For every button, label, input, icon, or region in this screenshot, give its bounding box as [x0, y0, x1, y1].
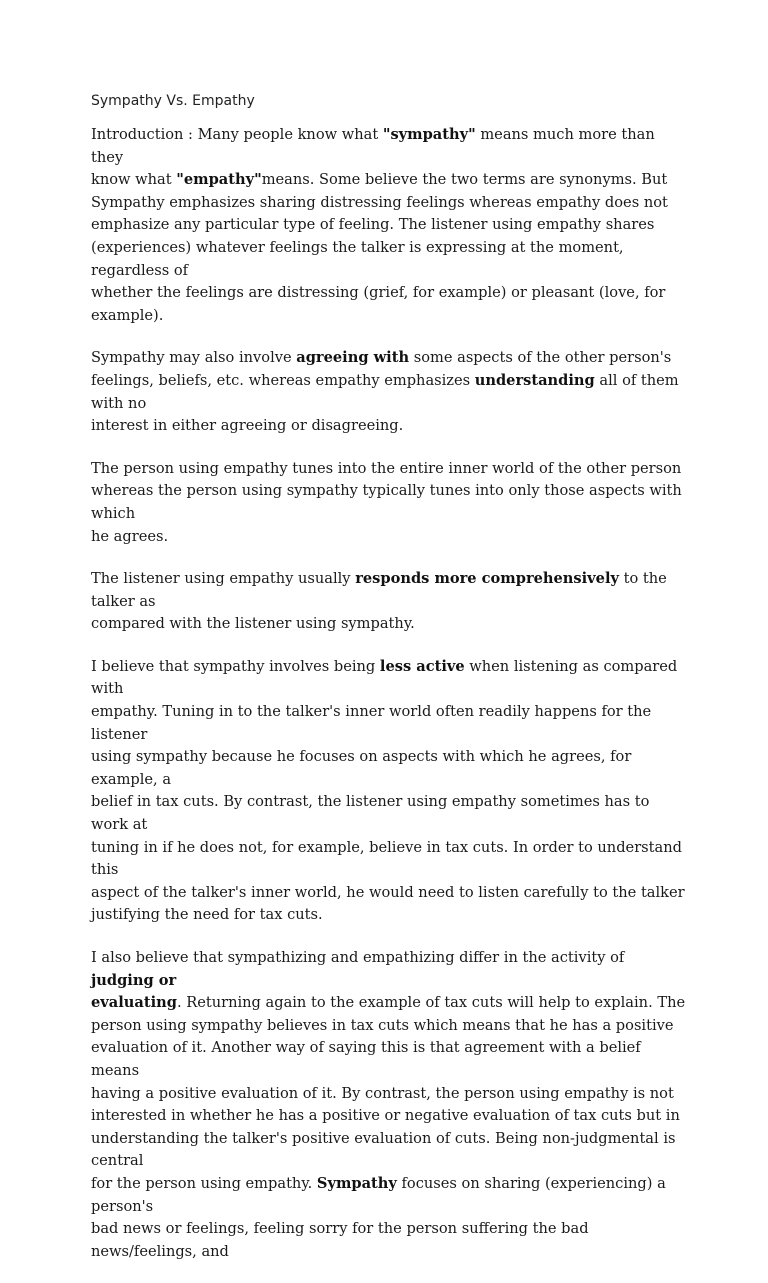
bold-emphasis: agreeing with [296, 349, 410, 367]
text-run: whether the feelings are distressing (grief, for example) or pleasant (love, for [91, 284, 666, 302]
paragraph-line [91, 415, 691, 438]
text-run: know what [91, 171, 177, 189]
text-run: tuning in if he does not, for example, believe in tax cuts. In order to understand this [91, 838, 682, 879]
text-run: compared with the listener using sympathy. [91, 615, 415, 633]
text-run: focuses on sharing (experiencing) a person's [91, 1174, 666, 1215]
paragraph-line [91, 370, 691, 415]
paragraph-line [91, 837, 691, 882]
text-run: when listening as compared with [91, 657, 678, 698]
paragraph-line [91, 882, 691, 905]
paragraph-line [91, 169, 691, 192]
text-run: using sympathy because he focuses on aspects with which he agrees, for example, a [91, 748, 632, 788]
bold-emphasis: judging or [91, 971, 177, 989]
paragraph-line [91, 480, 691, 525]
text-run: justifying the need for tax cuts. [91, 906, 323, 924]
paragraph-line [91, 526, 691, 549]
document-page [91, 88, 691, 1283]
text-run: Sympathy emphasizes sharing distressing feelings whereas empathy does not [91, 193, 668, 211]
paragraph-line [91, 347, 691, 370]
paragraph-line [91, 1037, 691, 1082]
text-run: some aspects of the other person's [409, 349, 672, 367]
text-run: all of them with no [91, 371, 679, 412]
paragraph-line [91, 1128, 691, 1173]
text-run: he agrees. [91, 527, 169, 545]
bold-emphasis: understanding [474, 371, 595, 389]
paragraph-line [91, 904, 691, 927]
text-run: having a positive evaluation of it. By contrast, the person using empathy is not [91, 1084, 674, 1102]
bold-emphasis: Sympathy [316, 1174, 397, 1192]
text-run: I believe that sympathy involves being [91, 657, 380, 675]
text-run: person using sympathy believes in tax cuts which means that he has a positive [91, 1016, 674, 1034]
text-run: understanding the talker's positive evaluation of cuts. Being non-judgmental is central [91, 1129, 676, 1170]
paragraph-line [91, 568, 691, 613]
paragraph-line [91, 1083, 691, 1106]
paragraph-6 [91, 947, 691, 1263]
paragraph-line [91, 237, 691, 282]
text-run: interest in either agreeing or disagreeing. [91, 417, 404, 435]
text-run: means. Some believe the two terms are synonyms. But [261, 171, 668, 189]
text-run: evaluation of it. Another way of saying this is that agreement with a belief means [91, 1039, 641, 1079]
text-run: The person using empathy tunes into the entire inner world of the other person [91, 459, 682, 477]
text-run: Introduction : Many people know what [91, 126, 383, 143]
paragraph-line [91, 305, 691, 328]
document-body [91, 124, 691, 1263]
text-run: feelings, beliefs, etc. whereas empathy emphasizes [91, 371, 475, 389]
text-run: example). [91, 306, 164, 324]
text-run: bad news or feelings, feeling sorry for the person suffering the bad news/feelings, and [91, 1220, 589, 1260]
bold-emphasis: less active [379, 657, 465, 675]
paragraph-5 [91, 656, 691, 927]
text-run: aspect of the talker's inner world, he would need to listen carefully to the talker [91, 883, 685, 901]
text-run: means much more than they [91, 126, 655, 166]
paragraph-line [91, 192, 691, 215]
text-run: belief in tax cuts. By contrast, the listener using empathy sometimes has to work at [91, 793, 650, 834]
paragraph-line [91, 214, 691, 237]
paragraph-line [91, 124, 691, 169]
paragraph-line [91, 701, 691, 746]
paragraph-line [91, 1218, 691, 1263]
paragraph-line [91, 458, 691, 481]
text-run: (experiences) whatever feelings the talker is expressing at the moment, regardless of [91, 238, 624, 279]
text-run: The listener using empathy usually [91, 570, 356, 588]
text-run: whereas the person using sympathy typically tunes into only those aspects with which [91, 482, 682, 522]
text-run: empathy. Tuning in to the talker's inner world often readily happens for the listener [91, 703, 652, 743]
paragraph-line [91, 791, 691, 836]
paragraph-line [91, 992, 691, 1015]
paragraph-3 [91, 458, 691, 548]
text-run: emphasize any particular type of feeling. The listener using empathy shares [91, 216, 655, 234]
paragraph-line [91, 1015, 691, 1038]
paragraph-4 [91, 568, 691, 636]
paragraph-1 [91, 124, 691, 327]
paragraph-2 [91, 347, 691, 437]
text-run: Sympathy may also involve [91, 349, 297, 367]
paragraph-line [91, 947, 691, 992]
bold-emphasis: "sympathy" [382, 126, 476, 143]
text-run: interested in whether he has a positive or negative evaluation of tax cuts but in [91, 1107, 680, 1125]
document-title: Sympathy Vs. Empathy [91, 93, 255, 109]
text-run: for the person using empathy. [91, 1174, 317, 1192]
paragraph-line [91, 613, 691, 636]
paragraph-line [91, 1105, 691, 1128]
text-run: . Returning again to the example of tax cuts will help to explain. The [176, 994, 686, 1012]
paragraph-line [91, 1173, 691, 1218]
paragraph-line [91, 656, 691, 701]
bold-emphasis: responds more comprehensively [355, 570, 619, 588]
bold-emphasis: evaluating [91, 994, 177, 1012]
text-run: to the talker as [91, 570, 667, 610]
text-run: I also believe that sympathizing and empathizing differ in the activity of [91, 949, 625, 966]
paragraph-line [91, 282, 691, 305]
bold-emphasis: "empathy" [176, 171, 262, 189]
paragraph-line [91, 746, 691, 791]
